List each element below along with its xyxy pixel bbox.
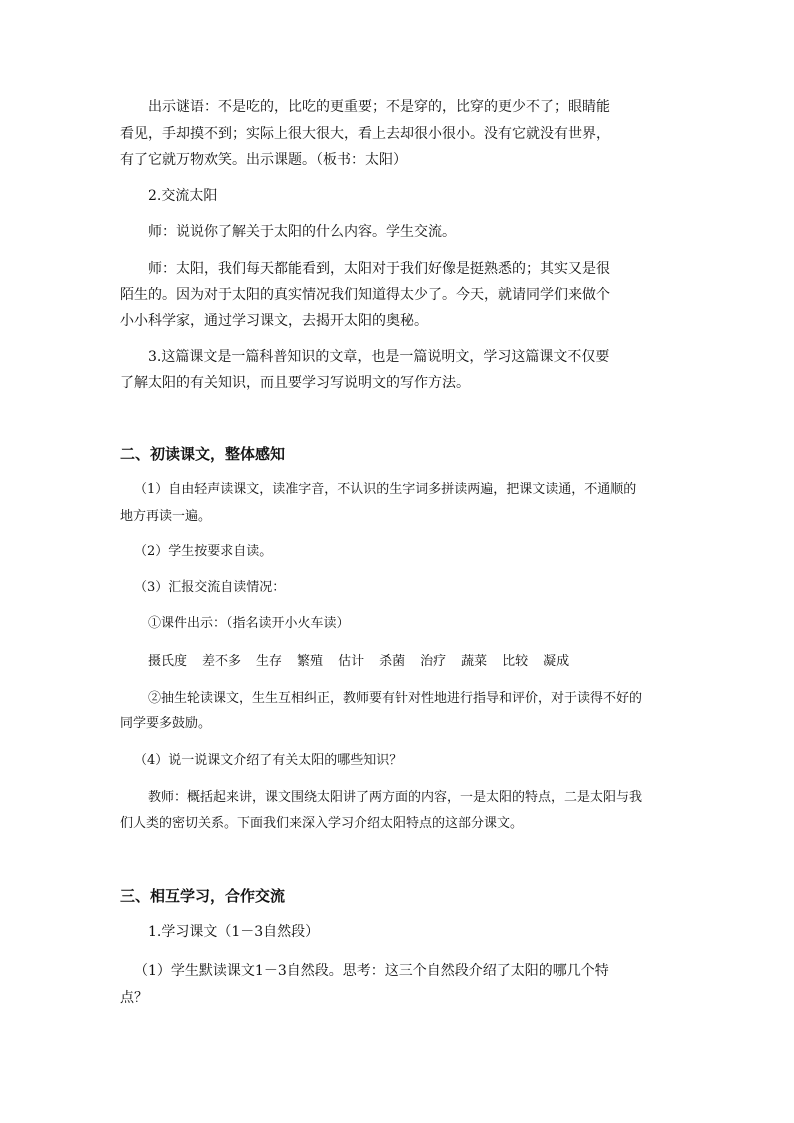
section3-heading: 三、相互学习，合作交流 xyxy=(120,887,286,905)
step2-title: 2.交流太阳 xyxy=(148,188,218,204)
vocab-word: 生存 xyxy=(256,654,283,669)
vocab-word: 繁殖 xyxy=(297,654,324,669)
summary-line-2: 们人类的密切关系。下面我们来深入学习介绍太阳特点的这部分课文。 xyxy=(120,816,524,831)
teacher-talk-line-3: 小小科学家，通过学习课文，去揭开太阳的奥秘。 xyxy=(120,313,428,329)
section2-item2: （2）学生按要求自读。 xyxy=(134,544,273,559)
vocab-word: 比较 xyxy=(502,654,529,669)
teacher-talk-line-1: 师：太阳，我们每天都能看到，太阳对于我们好像是挺熟悉的；其实又是很 xyxy=(148,261,610,277)
section2-item3: （3）汇报交流自读情况： xyxy=(134,580,286,595)
section2-item1-line-1: （1）自由轻声读课文，读准字音，不认识的生字词多拼读两遍，把课文读通，不通顺的 xyxy=(134,482,637,497)
courseware-line: ①课件出示：（指名读开小火车读） xyxy=(148,616,350,631)
vocab-list xyxy=(148,652,584,672)
vocab-word: 杀菌 xyxy=(379,654,406,669)
section2-item1-line-2: 地方再读一遍。 xyxy=(120,509,212,524)
teacher-ask: 师：说说你了解关于太阳的什么内容。学生交流。 xyxy=(148,224,456,240)
section3-question-line-1: （1）学生默读课文1－3自然段。思考：这三个自然段介绍了太阳的哪几个特 xyxy=(134,963,609,979)
vocab-word: 差不多 xyxy=(202,654,242,669)
vocab-word: 蔬菜 xyxy=(461,654,488,669)
summary-line-1: 教师：概括起来讲，课文围绕太阳讲了两方面的内容，一是太阳的特点，二是太阳与我 xyxy=(148,790,643,805)
section3-step1-title: 1.学习课文（1－3自然段） xyxy=(148,924,320,940)
reading-line-1: ②抽生轮读课文，生生互相纠正，教师要有针对性地进行指导和评价，对于读得不好的 xyxy=(148,691,643,706)
step3-line-1: 3.这篇课文是一篇科普知识的文章，也是一篇说明文，学习这篇课文不仅要 xyxy=(148,349,610,365)
step3-line-2: 了解太阳的有关知识，而且要学习写说明文的写作方法。 xyxy=(120,375,470,391)
teacher-talk-line-2: 陌生的。因为对于太阳的真实情况我们知道得太少了。今天，就请同学们来做个 xyxy=(120,287,610,303)
riddle-line-3: 有了它就万物欢笑。出示课题。（板书：太阳） xyxy=(120,152,407,168)
vocab-word: 摄氏度 xyxy=(148,654,188,669)
reading-line-2: 同学要多鼓励。 xyxy=(120,716,212,731)
riddle-line-1: 出示谜语：不是吃的，比吃的更重要；不是穿的，比穿的更少不了；眼睛能 xyxy=(148,99,610,115)
section2-item4: （4）说一说课文介绍了有关太阳的哪些知识？ xyxy=(134,753,403,768)
section2-heading: 二、初读课文，整体感知 xyxy=(120,445,286,463)
vocab-word: 凝成 xyxy=(543,654,570,669)
vocab-word: 治疗 xyxy=(420,654,447,669)
riddle-line-2: 看见，手却摸不到；实际上很大很大，看上去却很小很小。没有它就没有世界， xyxy=(120,126,610,142)
section3-question-line-2: 点？ xyxy=(120,990,148,1006)
vocab-word: 估计 xyxy=(338,654,365,669)
